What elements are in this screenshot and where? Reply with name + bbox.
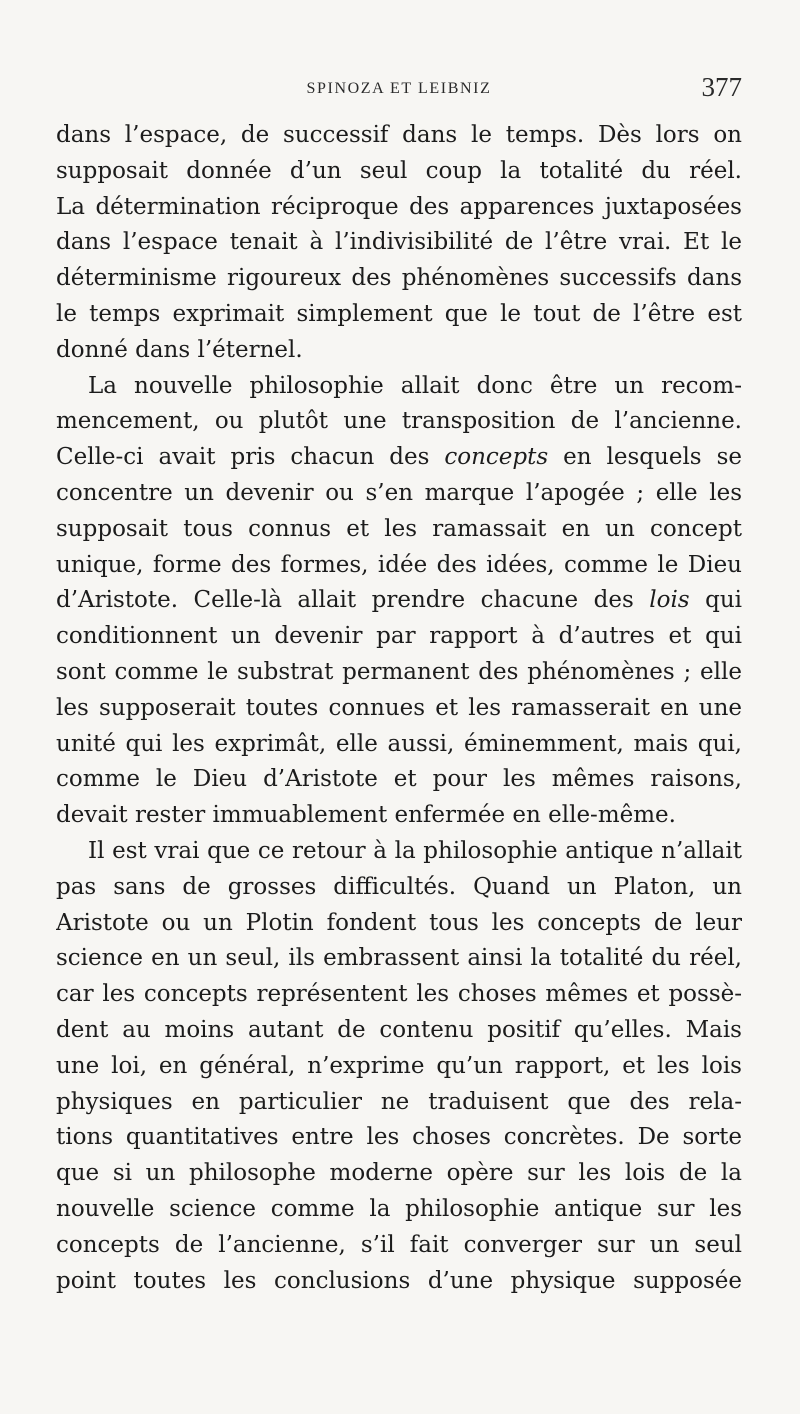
text-line: nouvelle science comme la philosophie antique sur les xyxy=(56,1195,742,1222)
text-line-with-italic: d’Aristote. Celle-là allait prendre chacune des lois qui xyxy=(56,587,742,614)
body-text xyxy=(56,118,742,1299)
page-header xyxy=(56,72,742,112)
running-head: SPINOZA ET LEIBNIZ xyxy=(306,80,492,97)
text-line: comme le Dieu d’Aristote et pour les mêmes raisons, xyxy=(56,766,742,793)
text-line: pas sans de grosses difficultés. Quand un Platon, un xyxy=(56,873,742,900)
text-line: La détermination réciproque des apparences juxtaposées xyxy=(56,193,742,220)
text-line: supposait tous connus et les ramassait en un concept xyxy=(56,515,742,542)
text-line: dans l’espace tenait à l’indivisibilité de l’être vrai. Et le xyxy=(56,229,742,256)
paragraph-start-line: La nouvelle philosophie allait donc être un recom- xyxy=(88,372,742,399)
text-line: devait rester immuablement enfermée en elle-même. xyxy=(56,802,676,829)
italic-term: concepts xyxy=(444,444,549,471)
text-line: conditionnent un devenir par rapport à d’autres et qui xyxy=(56,623,742,650)
text-line: une loi, en général, n’exprime qu’un rapport, et les lois xyxy=(56,1052,742,1079)
text-line: science en un seul, ils embrassent ainsi la totalité du réel, xyxy=(56,945,742,972)
italic-term: lois xyxy=(649,587,690,614)
text-line: donné dans l’éternel. xyxy=(56,336,303,363)
text-line-with-italic: Celle-ci avait pris chacun des concepts en lesquels se xyxy=(56,444,742,471)
text-line: Aristote ou un Plotin fondent tous les concepts de leur xyxy=(56,909,742,936)
text-line: déterminisme rigoureux des phénomènes successifs dans xyxy=(56,265,742,292)
text-line: car les concepts représentent les choses mêmes et possè- xyxy=(56,981,742,1008)
text-line: concentre un devenir ou s’en marque l’apogée ; elle les xyxy=(56,479,742,506)
text-line: les supposerait toutes connues et les ramasserait en une xyxy=(56,694,742,721)
text-line: sont comme le substrat permanent des phénomènes ; elle xyxy=(56,658,742,685)
text-line: point toutes les conclusions d’une physique supposée xyxy=(56,1267,742,1294)
text-line: unité qui les exprimât, elle aussi, éminemment, mais qui, xyxy=(56,730,742,757)
text-line: supposait donnée d’un seul coup la totalité du réel. xyxy=(56,157,742,184)
text-line: unique, forme des formes, idée des idées, comme le Dieu xyxy=(56,551,742,578)
text-line: que si un philosophe moderne opère sur les lois de la xyxy=(56,1160,742,1187)
text-line: le temps exprimait simplement que le tout de l’être est xyxy=(56,300,742,327)
text-line: concepts de l’ancienne, s’il fait converger sur un seul xyxy=(56,1231,742,1258)
text-line: tions quantitatives entre les choses concrètes. De sorte xyxy=(56,1124,742,1151)
text-line: mencement, ou plutôt une transposition de l’ancienne. xyxy=(56,408,742,435)
text-line: dent au moins autant de contenu positif qu’elles. Mais xyxy=(56,1016,742,1043)
paragraph-start-line: Il est vrai que ce retour à la philosophie antique n’allait xyxy=(88,837,742,864)
text-line: physiques en particulier ne traduisent que des rela- xyxy=(56,1088,742,1115)
text-line: dans l’espace, de successif dans le temps. Dès lors on xyxy=(56,122,742,148)
page-number: 377 xyxy=(701,72,742,102)
